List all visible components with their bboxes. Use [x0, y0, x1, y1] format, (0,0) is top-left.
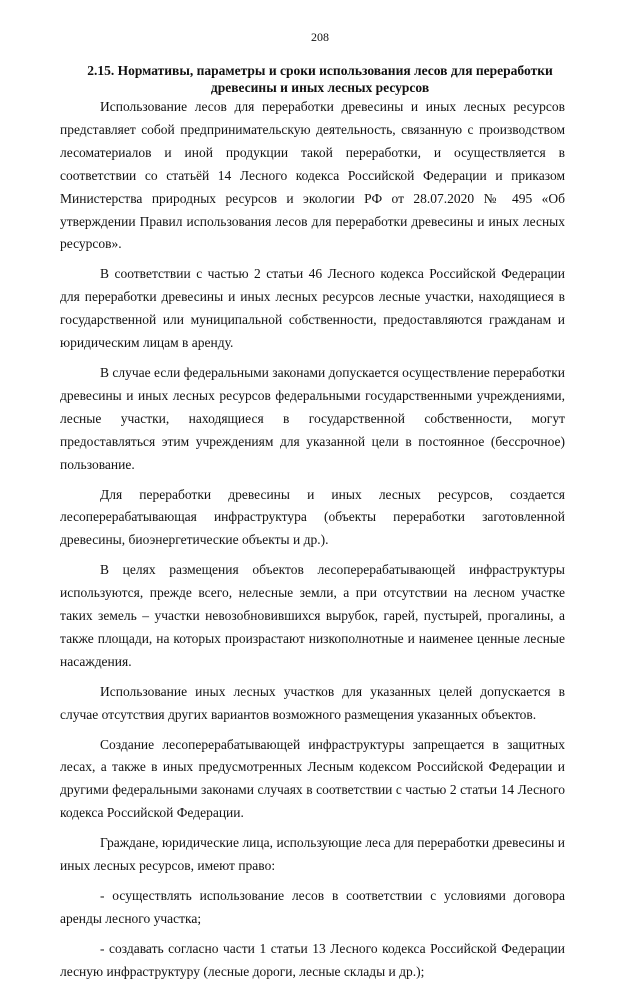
paragraph: В целях размещения объектов лесоперерабатывающей инфраструктуры используются, прежде всего, нелесные земли, а при отсутствии на лесном участке таких земель – участки невозобновившихся вырубок, гарей, пустырей, прогалины, а также площади, на которых произрастают низкополнотные и наименее ценные лесные насаждения.: [60, 562, 565, 669]
paragraph: Для переработки древесины и иных лесных ресурсов, создается лесоперерабатывающая инфраструктура (объекты переработки заготовленной древесины, биоэнергетические объекты и др.).: [60, 486, 565, 548]
paragraph: Использование лесов для переработки древесины и иных лесных ресурсов представляет собой предпринимательскую деятельность, связанную с производством лесоматериалов и иной продукции такой переработки, и осуществляется в соответствии со статьёй 14 Лесного кодекса Российской Федерации и приказом Министерства природных ресурсов и экологии РФ от 28.07.2020 № 495 «Об утверждении Правил использования лесов для переработки древесины и иных лесных ресурсов».: [60, 99, 565, 252]
list-item: - создавать согласно части 1 статьи 13 Лесного кодекса Российской Федерации лесную инфраструктуру (лесные дороги, лесные склады и др.);: [60, 940, 565, 979]
paragraph: Создание лесоперерабатывающей инфраструктуры запрещается в защитных лесах, а также в иных предусмотренных Лесным кодексом Российской Федерации и другими федеральными законами случаях в соответствии с частью 2 статьи 14 Лесного кодекса Российской Федерации.: [60, 736, 565, 821]
page-number: 208: [311, 30, 329, 44]
paragraph: В соответствии с частью 2 статьи 46 Лесного кодекса Российской Федерации для переработки древесины и иных лесных ресурсов лесные участки, находящиеся в государственной или муниципальной собственности, предоставляются гражданам и юридическим лицам в аренду.: [60, 266, 565, 351]
body-text: [60, 96, 565, 991]
section-title: 2.15. Нормативы, параметры и сроки использования лесов для переработки древесины и иных лесных ресурсов: [87, 63, 553, 95]
paragraph: Использование иных лесных участков для указанных целей допускается в случае отсутствия других вариантов возможного размещения указанных объектов.: [60, 683, 565, 722]
list-item: - осуществлять использование лесов в соответствии с условиями договора аренды лесного участка;: [60, 888, 565, 926]
paragraph: В случае если федеральными законами допускается осуществление переработки древесины и иных лесных ресурсов федеральными государственными учреждениями, лесные участки, находящиеся в государственной собственности, могут предоставляться этим учреждениям для указанной цели в постоянное (бессрочное) пользование.: [60, 364, 565, 472]
paragraph: Граждане, юридические лица, использующие леса для переработки древесины и иных лесных ресурсов, имеют право:: [60, 835, 565, 874]
